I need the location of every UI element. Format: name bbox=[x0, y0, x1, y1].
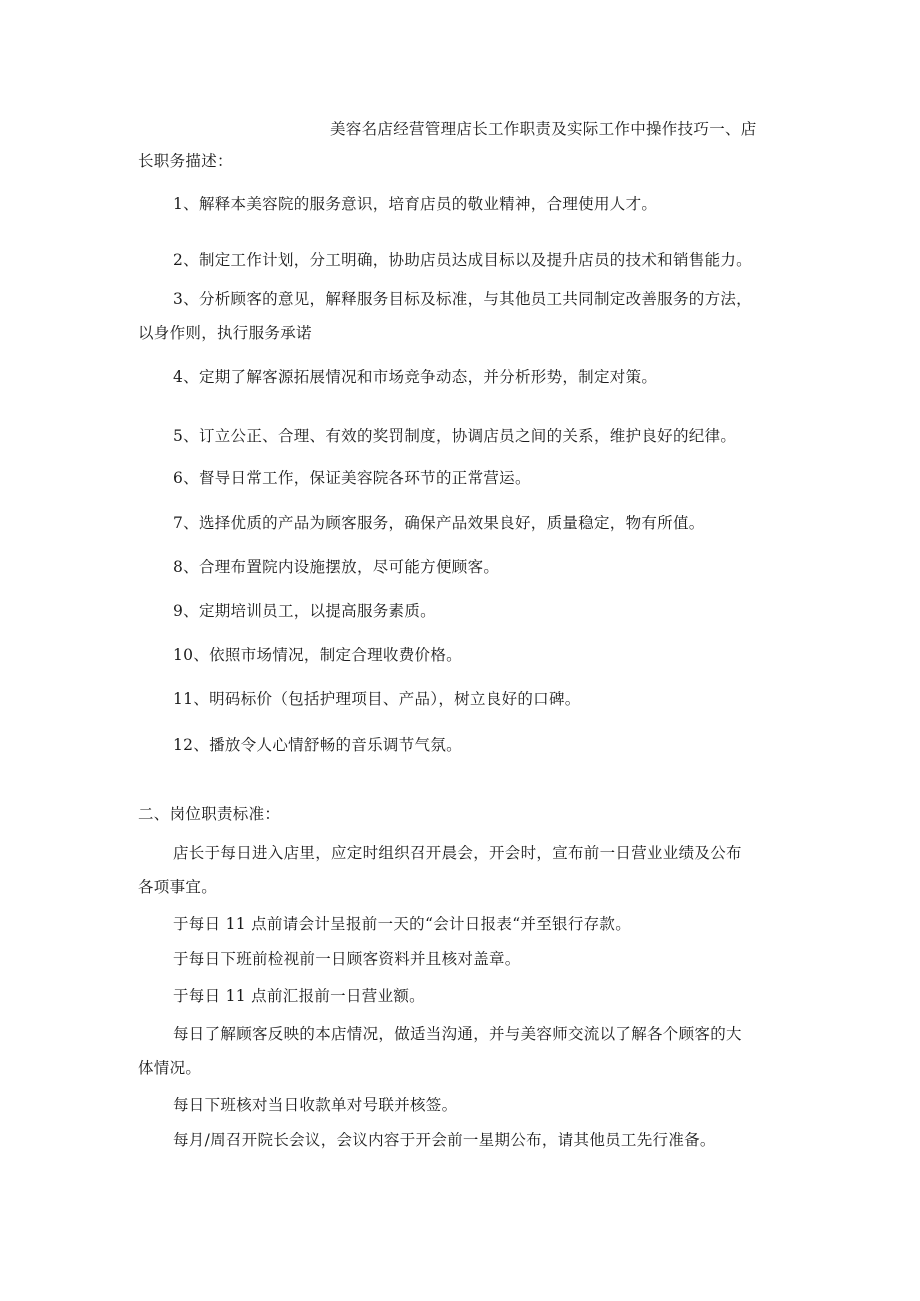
duty-item: 8、合理布置院内设施摆放，尽可能方便顾客。 bbox=[173, 558, 500, 576]
document-title: 美容名店经营管理店长工作职责及实际工作中操作技巧一、店 bbox=[330, 120, 757, 138]
section-2-heading: 二、岗位职责标准： bbox=[138, 805, 281, 823]
standard-item: 每日了解顾客反映的本店情况，做适当沟通，并与美容师交流以了解各个顾客的大 bbox=[173, 1025, 742, 1043]
duty-item: 12、播放令人心情舒畅的音乐调节气氛。 bbox=[173, 736, 462, 754]
duty-item: 3、分析顾客的意见，解释服务目标及标准，与其他员工共同制定改善服务的方法， bbox=[173, 290, 752, 308]
standard-item: 每日下班核对当日收款单对号联并核签。 bbox=[173, 1096, 458, 1114]
duty-item: 7、选择优质的产品为顾客服务，确保产品效果良好，质量稳定，物有所值。 bbox=[173, 514, 705, 532]
standard-item: 于每日 11 点前请会计呈报前一天的“会计日报表“并至银行存款。 bbox=[173, 915, 632, 933]
duty-item: 11、明码标价（包括护理项目、产品），树立良好的口碑。 bbox=[173, 690, 581, 708]
standard-item: 店长于每日进入店里，应定时组织召开晨会，开会时，宣布前一日营业业绩及公布 bbox=[173, 844, 742, 862]
duty-item: 10、依照市场情况，制定合理收费价格。 bbox=[173, 646, 462, 664]
duty-item-continuation: 以身作则，执行服务承诺 bbox=[138, 324, 312, 342]
section-1-heading: 长职务描述： bbox=[138, 152, 233, 170]
standard-item: 每月/周召开院长会议，会议内容于开会前一星期公布，请其他员工先行准备。 bbox=[173, 1131, 716, 1149]
duty-item: 9、定期培训员工，以提高服务素质。 bbox=[173, 602, 436, 620]
duty-item: 4、定期了解客源拓展情况和市场竞争动态，并分析形势，制定对策。 bbox=[173, 368, 658, 386]
duty-item: 2、制定工作计划，分工明确，协助店员达成目标以及提升店员的技术和销售能力。 bbox=[173, 251, 752, 269]
duty-item: 1、解释本美容院的服务意识，培育店员的敬业精神，合理使用人才。 bbox=[173, 195, 658, 213]
standard-item-continuation: 体情况。 bbox=[138, 1059, 202, 1077]
standard-item: 于每日下班前检视前一日顾客资料并且核对盖章。 bbox=[173, 950, 521, 968]
standard-item: 于每日 11 点前汇报前一日营业额。 bbox=[173, 987, 425, 1005]
standard-item-continuation: 各项事宜。 bbox=[138, 878, 218, 896]
duty-item: 6、督导日常工作，保证美容院各环节的正常营运。 bbox=[173, 469, 531, 487]
duty-item: 5、订立公正、合理、有效的奖罚制度，协调店员之间的关系，维护良好的纪律。 bbox=[173, 427, 737, 445]
